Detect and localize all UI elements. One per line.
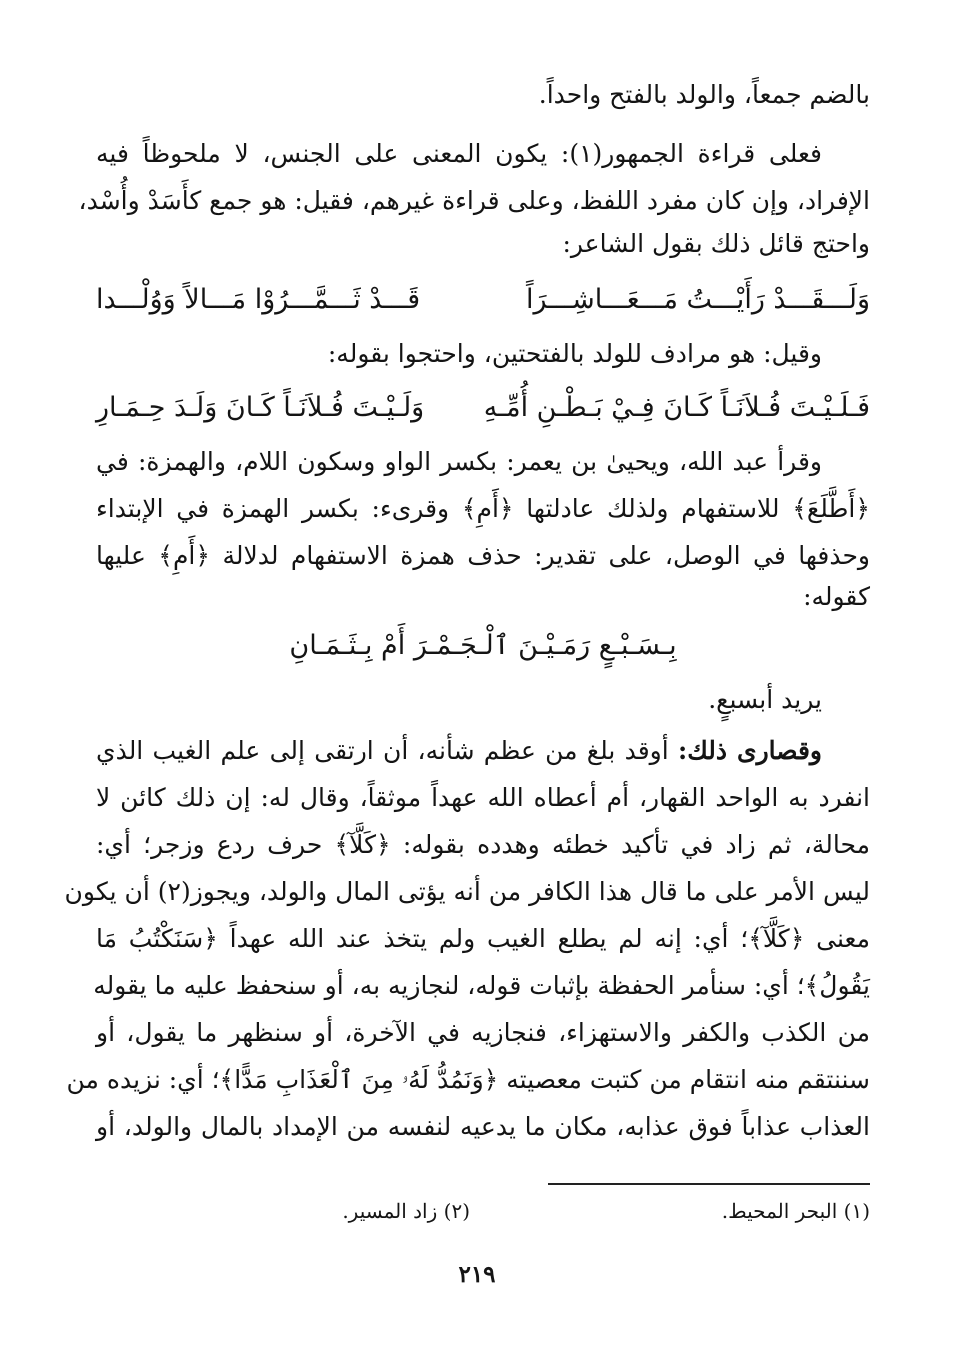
top-paragraph (78, 71, 870, 264)
text-line: بالضم جمعاً، والولد بالفتح واحداً. (538, 80, 870, 109)
middle-paragraph (96, 438, 870, 615)
text-line (96, 727, 870, 774)
text-line: وقيل: هو مرادف للولد بالفتحتين، واحتجوا بقوله: (327, 339, 822, 368)
bottom-paragraph (64, 727, 870, 1150)
text-line: وحذفها في الوصل، على تقدير: حذف همزة الاستفهام لدلالة ﴿أَمِ﴾ عليها (96, 541, 870, 570)
text-line: معنى ﴿كَلَّآ﴾؛ أي: إنه لم يطلع الغيب ولم يتخذ عند الله عهداً ﴿سَنَكْتُبُ مَا (96, 924, 870, 953)
text-line: سننتقم منه انتقام من كتبت معصيته ﴿وَنَمُدُّ لَهُۥ مِنَ ٱلْعَذَابِ مَدًّا﴾؛ أي: نزيده من (66, 1065, 870, 1094)
text-line: كقوله: (803, 582, 870, 611)
poem-verse-2 (96, 384, 870, 432)
verse-hemistich-left: قَـــدْ ثَـــمَّـــرُوْا مَـــالاً وَوُلْـــدا (96, 284, 421, 315)
verse3-note (96, 676, 870, 723)
text-line: الإفراد، وإن كان مفرد اللفظ، وعلى قراءة غيرهم، فقيل: هو جمع كأَسَدْ وأُسْد، (78, 186, 870, 215)
text-line: ليس الأمر على ما قال هذا الكافر من أنه يؤتى المال والولد، ويجوز(٢) أن يكون (64, 877, 870, 906)
text-line: انفرد به الواحد القهار، أم أعطاه الله عهداً موثقاً، وقال له: إن ذلك كائن لا (96, 783, 870, 812)
text-line: العذاب عذاباً فوق عذابه، مكان ما يدعيه لنفسه من الإمداد بالمال والولد، أو (96, 1112, 870, 1141)
text-line: يريد أبسبعٍ. (708, 685, 822, 714)
text-line: يَقُولُ﴾؛ أي: سنأمر الحفظة بإثبات قوله، لنجازيه به، أو سنحفظ عليه ما يقوله (93, 971, 870, 1000)
verse-hemistich-right: فَـلَـيْـتَ فُـلاَنَـاً كَـانَ فِـيْ بَـطْـنِ أُمِّـهِ (483, 392, 870, 423)
poem-verse-3 (96, 622, 870, 670)
verse-hemistich-right: وَلَـــقَـــدْ رَأَيْـــتُ مَـــعَـــاشِـــرَاً (526, 284, 870, 315)
section-lead-rest: أوقد بلغ من عظم شأنه، أن ارتقى إلى علم الغيب الذي (96, 736, 678, 765)
verse-hemistich-left: وَلَـيْـتَ فُـلاَنَـاً كَـانَ وَلَـدَ حِـمَـارِ (96, 392, 425, 423)
section-lead: وقصارى ذلك: (677, 736, 822, 765)
footnote-divider (548, 1183, 870, 1185)
text-line: ﴿أَطَّلَعَ﴾ للاستفهام ولذلك عادلتها ﴿أَمِ﴾ وقرىء: بكسر الهمزة في الإبتداء (96, 494, 870, 523)
text-line: محالة، ثم زاد في تأكيد خطئه وهدده بقوله: ﴿كَلَّآ﴾ حرف ردع وزجر؛ أي: (96, 830, 870, 859)
text-line: واحتج قائل ذلك بقول الشاعر: (562, 229, 870, 258)
page-number: ٢١٩ (458, 1261, 496, 1288)
footnote-1: (١) البحر المحيط. (721, 1199, 870, 1223)
verse-intro (96, 330, 870, 377)
poem-verse-1 (96, 276, 870, 324)
text-line: فعلى قراءة الجمهور(١): يكون المعنى على الجنس، لا ملحوظاً فيه (96, 139, 822, 168)
verse-line: بِـسَـبْـعٍ رَمَـيْـنَ ٱلْـجَـمْـرَ أَمْ بِـثَـمَـانِ (289, 630, 677, 661)
footnote-2: (٢) زاد المسير. (342, 1199, 470, 1223)
text-line: وقرأ عبد الله، ويحيىٰ بن يعمر: بكسر الواو وسكون اللام، والهمزة: في (96, 447, 823, 476)
text-line: من الكذب والكفر والاستهزاء، فنجازيه في الآخرة، أو سنظهر ما يقول، أو (96, 1018, 870, 1047)
